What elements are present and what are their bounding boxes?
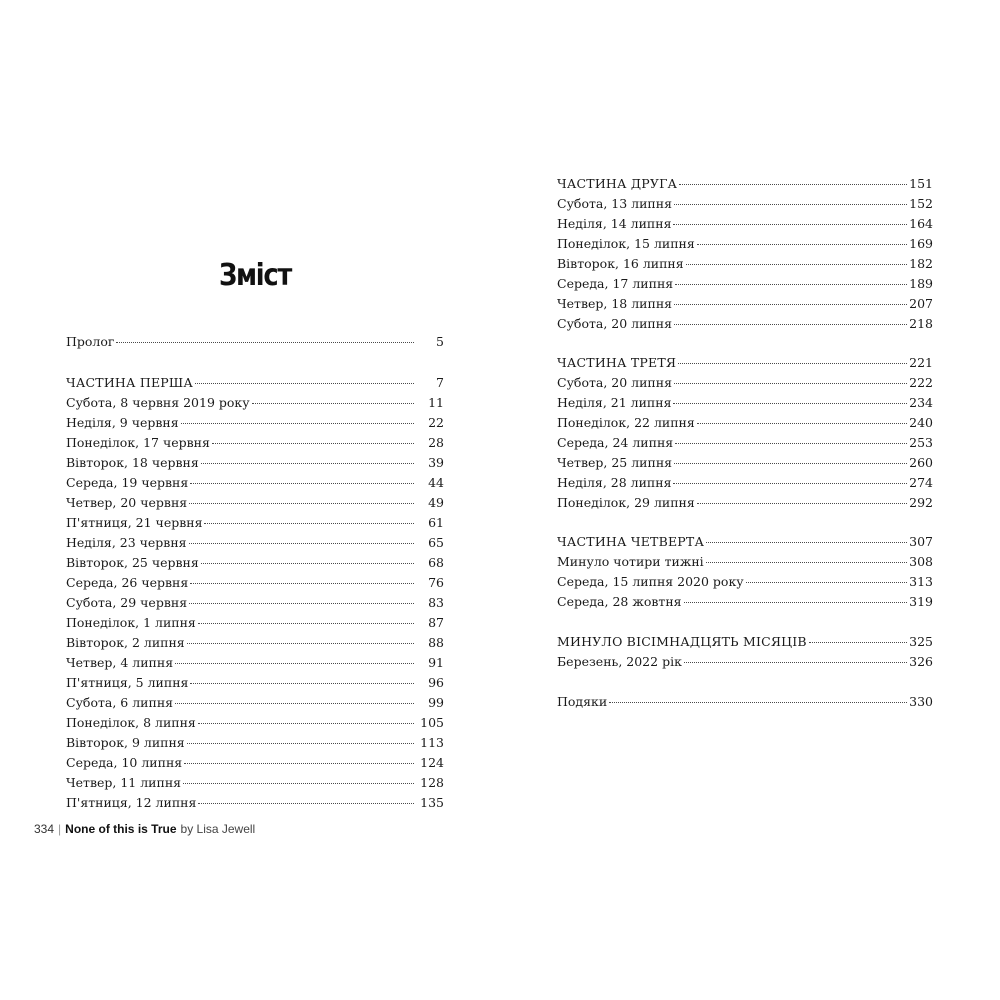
toc-title: Зміст	[218, 258, 292, 293]
toc-entry-label: Неділя, 9 червня	[66, 415, 179, 430]
toc-entry-page: 61	[428, 515, 444, 530]
toc-entry	[66, 453, 444, 473]
toc-entry-label: Понеділок, 22 липня	[557, 415, 695, 430]
dot-leader	[190, 483, 414, 484]
toc-entry-label: Четвер, 4 липня	[66, 655, 174, 670]
toc-entry	[557, 254, 933, 274]
toc-entry-page: 49	[428, 495, 444, 510]
toc-entry-label: Минуло чотири тижні	[557, 554, 704, 569]
dot-leader	[706, 562, 907, 563]
toc-entry	[557, 572, 933, 592]
dot-leader	[201, 463, 414, 464]
dot-leader	[201, 563, 414, 564]
toc-entry-page: 28	[428, 435, 444, 450]
toc-entry-page: 182	[909, 256, 933, 271]
dot-leader	[189, 503, 414, 504]
right-page	[557, 0, 933, 1000]
toc-entry-label: Подяки	[557, 694, 608, 709]
toc-entry-page: 207	[909, 296, 933, 311]
dot-leader	[674, 304, 907, 305]
toc-entry	[66, 753, 444, 773]
dot-leader	[673, 403, 907, 404]
dot-leader	[198, 623, 414, 624]
toc-entry-page: 319	[909, 594, 933, 609]
toc-entry	[557, 294, 933, 314]
toc-entry-label: Четвер, 18 липня	[557, 296, 673, 311]
toc-entry-label: Четвер, 11 липня	[66, 775, 182, 790]
dot-leader	[198, 803, 414, 804]
toc-entry-label: Понеділок, 17 червня	[66, 435, 210, 450]
toc-entry-label: Понеділок, 8 липня	[66, 715, 196, 730]
dot-leader	[212, 443, 414, 444]
toc-entry	[66, 673, 444, 693]
toc-entry-label: Пролог	[66, 334, 115, 349]
toc-entry	[66, 553, 444, 573]
toc-entry-label: Вівторок, 16 липня	[557, 256, 684, 271]
dot-leader	[189, 543, 414, 544]
toc-entry	[66, 573, 444, 593]
toc-entry-page: 7	[436, 375, 444, 390]
toc-entry-label: Понеділок, 29 липня	[557, 495, 695, 510]
toc-entry-label: Середа, 28 жовтня	[557, 594, 682, 609]
toc-entry-label: Неділя, 23 червня	[66, 535, 187, 550]
dot-leader	[195, 383, 414, 384]
toc-entry-page: 5	[436, 334, 444, 349]
toc-entry	[557, 274, 933, 294]
toc-entry	[557, 652, 933, 672]
dot-leader	[674, 324, 907, 325]
dot-leader	[190, 683, 414, 684]
toc-part-heading	[557, 632, 933, 652]
toc-entry-page: 325	[909, 634, 933, 649]
toc-entry-page: 313	[909, 574, 933, 589]
toc-entry-page: 307	[909, 534, 933, 549]
toc-entry-label: Четвер, 25 липня	[557, 455, 673, 470]
toc-entry-page: 221	[909, 355, 933, 370]
toc-part-heading	[557, 532, 933, 552]
toc-entry	[557, 592, 933, 612]
dot-leader	[684, 602, 908, 603]
toc-entry-label: Березень, 2022 рік	[557, 654, 682, 669]
toc-entry	[66, 593, 444, 613]
toc-part-heading	[557, 353, 933, 373]
toc-entry-label: Середа, 17 липня	[557, 276, 674, 291]
toc-entry-label: Неділя, 14 липня	[557, 216, 672, 231]
toc-entry-page: 65	[428, 535, 444, 550]
toc-entry-page: 218	[909, 316, 933, 331]
toc-entry-acknowledgements	[557, 692, 933, 712]
toc-entry	[66, 513, 444, 533]
dot-leader	[686, 264, 907, 265]
toc-entry-label: Середа, 26 червня	[66, 575, 189, 590]
dot-leader	[673, 483, 907, 484]
toc-entry	[557, 552, 933, 572]
toc-entry-page: 96	[428, 675, 444, 690]
dot-leader	[609, 702, 907, 703]
toc-entry-label: Неділя, 21 липня	[557, 395, 672, 410]
toc-entry-page: 240	[909, 415, 933, 430]
footer-book-title: None of this is True	[65, 822, 177, 836]
toc-part-heading	[557, 174, 933, 194]
toc-entry	[557, 314, 933, 334]
dot-leader	[697, 423, 907, 424]
footer-separator: |	[58, 822, 62, 836]
toc-entry	[66, 633, 444, 653]
toc-entry-label: МИНУЛО ВІСІМНАДЦЯТЬ МІСЯЦІВ	[557, 634, 807, 649]
toc-entry-label: ЧАСТИНА ПЕРША	[66, 375, 194, 390]
toc-entry	[66, 413, 444, 433]
toc-entry-page: 326	[909, 654, 933, 669]
toc-entry-page: 135	[420, 795, 444, 810]
toc-entry	[66, 433, 444, 453]
toc-entry-label: ЧАСТИНА ТРЕТЯ	[557, 355, 677, 370]
toc-entry-label: Субота, 20 липня	[557, 375, 672, 390]
toc-entry-page: 87	[428, 615, 444, 630]
dot-leader	[175, 663, 414, 664]
dot-leader	[187, 643, 414, 644]
toc-entry-page: 11	[428, 395, 444, 410]
toc-entry-page: 22	[428, 415, 444, 430]
toc-entry-page: 124	[420, 755, 444, 770]
dot-leader	[675, 284, 907, 285]
toc-entry	[66, 693, 444, 713]
toc-entry-page: 234	[909, 395, 933, 410]
dot-leader	[198, 723, 414, 724]
toc-entry	[66, 332, 444, 352]
toc-entry-page: 88	[428, 635, 444, 650]
toc-entry-label: П'ятниця, 12 липня	[66, 795, 197, 810]
toc-entry	[557, 214, 933, 234]
dot-leader	[674, 463, 907, 464]
toc-entry	[66, 773, 444, 793]
toc-entry	[66, 793, 444, 813]
toc-entry	[557, 373, 933, 393]
toc-entry-page: 99	[428, 695, 444, 710]
toc-entry	[557, 493, 933, 513]
toc-entry-label: Понеділок, 1 липня	[66, 615, 196, 630]
toc-entry-page: 292	[909, 495, 933, 510]
dot-leader	[252, 403, 414, 404]
toc-entry	[557, 413, 933, 433]
dot-leader	[189, 603, 414, 604]
toc-entry-label: Вівторок, 9 липня	[66, 735, 185, 750]
toc-part-heading	[66, 373, 444, 393]
footer-author: by Lisa Jewell	[180, 822, 256, 836]
toc-entry	[557, 194, 933, 214]
dot-leader	[684, 662, 907, 663]
dot-leader	[673, 224, 907, 225]
toc-entry	[66, 613, 444, 633]
toc-entry-label: Середа, 19 червня	[66, 475, 189, 490]
toc-entry-label: Субота, 6 липня	[66, 695, 174, 710]
toc-entry-label: Понеділок, 15 липня	[557, 236, 695, 251]
toc-entry-label: Вівторок, 2 липня	[66, 635, 185, 650]
toc-entry-page: 39	[428, 455, 444, 470]
toc-entry-label: Субота, 29 червня	[66, 595, 188, 610]
dot-leader	[697, 244, 907, 245]
toc-entry-page: 83	[428, 595, 444, 610]
dot-leader	[183, 783, 414, 784]
dot-leader	[674, 383, 907, 384]
toc-entry-label: Середа, 15 липня 2020 року	[557, 574, 744, 589]
toc-entry-label: Субота, 8 червня 2019 року	[66, 395, 250, 410]
toc-entry-page: 189	[909, 276, 933, 291]
toc-entry-label: ЧАСТИНА ДРУГА	[557, 176, 678, 191]
dot-leader	[184, 763, 414, 764]
toc-entry-page: 330	[909, 694, 933, 709]
toc-entry	[66, 473, 444, 493]
toc-entry-page: 222	[909, 375, 933, 390]
dot-leader	[675, 443, 907, 444]
toc-entry-label: Середа, 10 липня	[66, 755, 183, 770]
toc-entry-label: Субота, 20 липня	[557, 316, 672, 331]
toc-entry-page: 164	[909, 216, 933, 231]
toc-entry	[557, 433, 933, 453]
dot-leader	[678, 363, 907, 364]
toc-entry-label: Вівторок, 18 червня	[66, 455, 199, 470]
toc-entry-page: 152	[909, 196, 933, 211]
toc-entry	[66, 533, 444, 553]
toc-entry	[557, 234, 933, 254]
toc-entry-label: Неділя, 28 липня	[557, 475, 672, 490]
toc-entry-label: Субота, 13 липня	[557, 196, 672, 211]
dot-leader	[697, 503, 907, 504]
toc-entry-page: 91	[428, 655, 444, 670]
dot-leader	[746, 582, 908, 583]
toc-entry	[557, 453, 933, 473]
dot-leader	[181, 423, 414, 424]
toc-entry-label: П'ятниця, 5 липня	[66, 675, 189, 690]
toc-entry-label: Четвер, 20 червня	[66, 495, 188, 510]
toc-entry-page: 260	[909, 455, 933, 470]
toc-entry-label: Середа, 24 липня	[557, 435, 674, 450]
toc-entry-page: 44	[428, 475, 444, 490]
toc-entry-page: 151	[909, 176, 933, 191]
toc-entry	[66, 493, 444, 513]
page-footer	[34, 822, 255, 836]
toc-entry-label: П'ятниця, 21 червня	[66, 515, 203, 530]
toc-entry-page: 105	[420, 715, 444, 730]
dot-leader	[175, 703, 414, 704]
toc-entry-page: 253	[909, 435, 933, 450]
dot-leader	[116, 342, 414, 343]
toc-entry-label: ЧАСТИНА ЧЕТВЕРТА	[557, 534, 705, 549]
toc-entry	[557, 393, 933, 413]
toc-entry-page: 68	[428, 555, 444, 570]
dot-leader	[190, 583, 414, 584]
toc-entry-page: 274	[909, 475, 933, 490]
dot-leader	[809, 642, 907, 643]
toc-entry	[557, 473, 933, 493]
toc-entry-page: 169	[909, 236, 933, 251]
dot-leader	[204, 523, 414, 524]
toc-entry-label: Вівторок, 25 червня	[66, 555, 199, 570]
footer-page-number: 334	[34, 822, 55, 836]
toc-entry	[66, 713, 444, 733]
toc-entry	[66, 653, 444, 673]
toc-entry-page: 76	[428, 575, 444, 590]
toc-entry-page: 128	[420, 775, 444, 790]
toc-entry	[66, 733, 444, 753]
dot-leader	[187, 743, 414, 744]
dot-leader	[706, 542, 907, 543]
toc-entry-page: 308	[909, 554, 933, 569]
toc-entry-page: 113	[420, 735, 444, 750]
dot-leader	[679, 184, 907, 185]
dot-leader	[674, 204, 907, 205]
toc-entry	[66, 393, 444, 413]
left-page	[34, 0, 444, 1000]
